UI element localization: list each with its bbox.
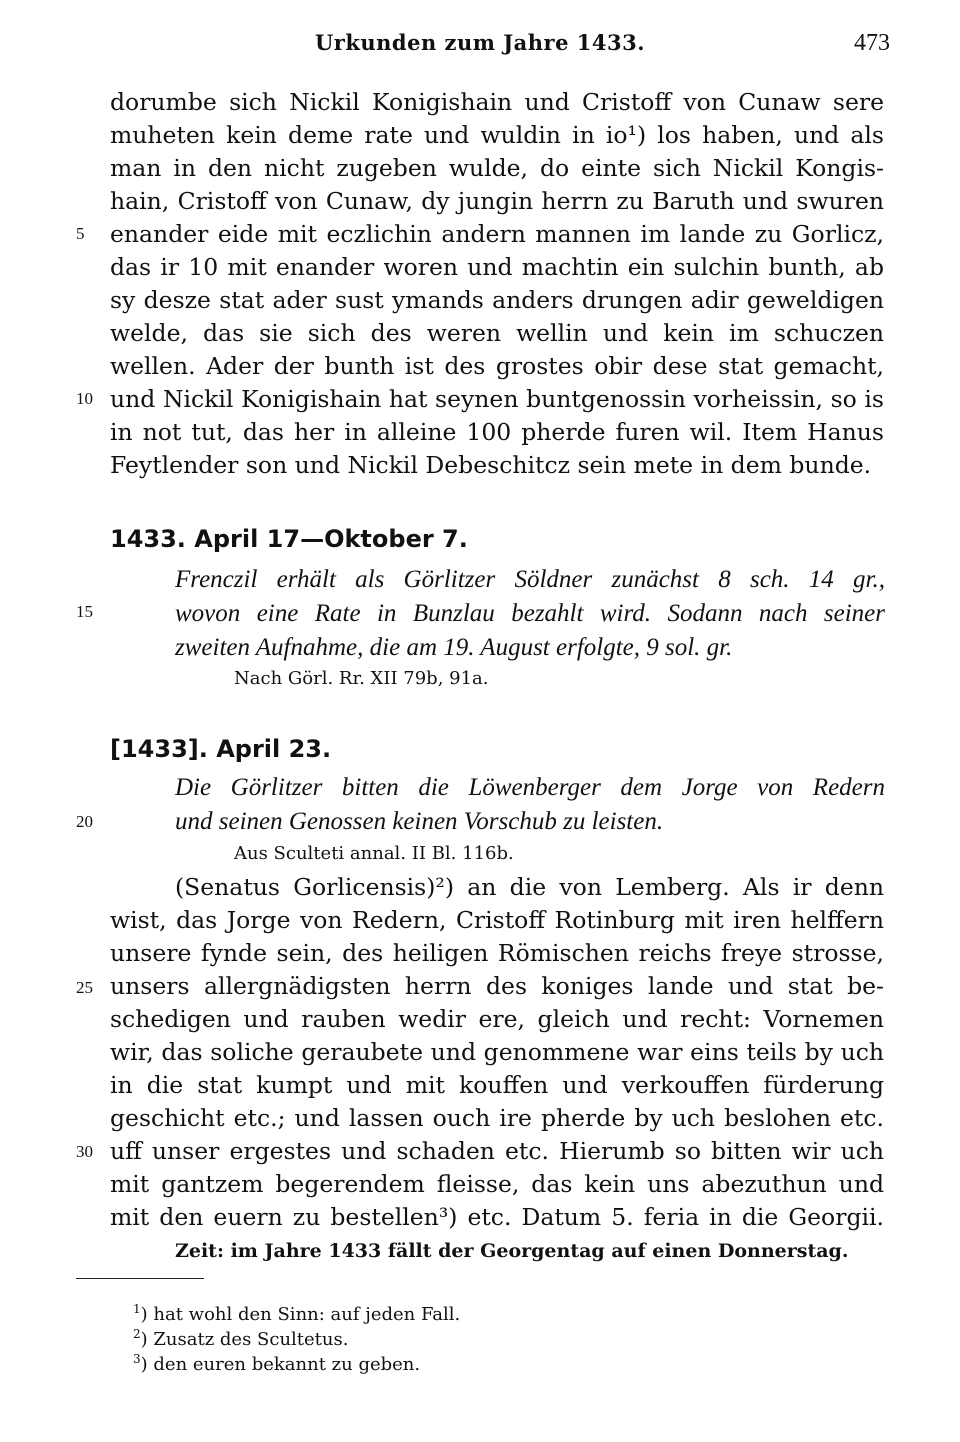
entry-summary-line: Frenczil erhält als Görlitzer Söldner zunächst 8 sch. 14 gr.,	[175, 566, 885, 593]
text-line: enander eide mit eczlichin andern mannen im lande zu Gorlicz,	[110, 220, 884, 248]
text-line: mit den euern zu bestellen³) etc. Datum 5. feria in die Georgii.	[110, 1203, 884, 1231]
date-note: Zeit: im Jahre 1433 fällt der Georgentag auf einen Donnerstag.	[175, 1240, 849, 1262]
text-line: in die stat kumpt und mit kouffen und verkouffen fürderung	[110, 1071, 884, 1099]
footnote-text: Zusatz des Scultetus.	[153, 1329, 349, 1350]
text-line: schedigen und rauben wedir ere, gleich und recht: Vornemen	[110, 1005, 884, 1033]
footnote-mark: 1	[133, 1302, 141, 1316]
text-line: wellen. Ader der bunth ist des grostes obir dese stat gemacht,	[110, 352, 884, 380]
text-line: Feytlender son und Nickil Debeschitcz sein mete in dem bunde.	[110, 451, 872, 479]
text-line: dorumbe sich Nickil Konigishain und Cristoff von Cunaw sere	[110, 88, 884, 116]
footnote-mark: 3	[133, 1352, 141, 1366]
source-citation: Aus Sculteti annal. II Bl. 116b.	[234, 843, 514, 864]
line-number: 25	[76, 978, 93, 997]
text-line: hain, Cristoff von Cunaw, dy jungin herrn zu Baruth und swuren	[110, 187, 884, 215]
text-line: in not tut, das her in alleine 100 pherde furen wil. Item Hanus	[110, 418, 884, 446]
line-number: 30	[76, 1142, 93, 1161]
text-line: wist, das Jorge von Redern, Cristoff Rotinburg mit iren helffern	[110, 906, 884, 934]
text-line: muheten kein deme rate und wuldin in io¹) los haben, und als	[110, 121, 884, 149]
entry-summary-line: Die Görlitzer bitten die Löwenberger dem Jorge von Redern	[175, 774, 885, 801]
entry-heading: [1433]. April 23.	[110, 735, 332, 763]
text-line: welde, das sie sich des weren wellin und kein im schuczen	[110, 319, 884, 347]
text-line: wir, das soliche geraubete und genommene war eins teils by uch	[110, 1038, 884, 1066]
text-line: (Senatus Gorlicensis)²) an die von Lemberg. Als ir denn	[175, 873, 884, 901]
footnote-text: den euren bekannt zu geben.	[153, 1354, 421, 1375]
line-number: 10	[76, 389, 93, 408]
footnote-rule	[76, 1278, 204, 1279]
footnote: $^1$) hat wohl den Sinn: auf jeden Fall.	[133, 1302, 461, 1325]
footnote: $^2$) Zusatz des Scultetus.	[133, 1327, 349, 1350]
text-line: und Nickil Konigishain hat seynen buntgenossin vorheissin, so is	[110, 385, 884, 413]
text-line: unsers allergnädigsten herrn des koniges lande und stat be-	[110, 972, 884, 1000]
footnote-mark: 2	[133, 1327, 141, 1341]
text-line: sy desze stat ader sust ymands anders drungen adir geweldigen	[110, 286, 884, 314]
entry-summary-line: zweiten Aufnahme, die am 19. August erfolgte, 9 sol. gr.	[175, 634, 733, 661]
line-number: 20	[76, 812, 93, 831]
line-number: 15	[76, 602, 93, 621]
text-line: man in den nicht zugeben wulde, do einte sich Nickil Kongis-	[110, 154, 884, 182]
text-line: das ir 10 mit enander woren und machtin ein sulchin bunth, ab	[110, 253, 884, 281]
entry-summary-line: und seinen Genossen keinen Vorschub zu leisten.	[175, 808, 664, 835]
text-line: geschicht etc.; und lassen ouch ire pherde by uch beslohen etc.	[110, 1104, 884, 1132]
source-citation: Nach Görl. Rr. XII 79b, 91a.	[234, 668, 489, 689]
entry-heading: 1433. April 17—Oktober 7.	[110, 525, 468, 553]
text-line: unsere fynde sein, des heiligen Römischen reichs freye strosse,	[110, 939, 884, 967]
line-number: 5	[76, 224, 85, 243]
running-header: Urkunden zum Jahre 1433.	[314, 30, 646, 55]
page-number: 473	[854, 30, 890, 56]
text-line: mit gantzem begerendem fleisse, das kein uns abezuthun und	[110, 1170, 884, 1198]
footnote: $^3$) den euren bekannt zu geben.	[133, 1352, 421, 1375]
text-line: uff unser ergestes und schaden etc. Hierumb so bitten wir uch	[110, 1137, 884, 1165]
entry-summary-line: wovon eine Rate in Bunzlau bezahlt wird. Sodann nach seiner	[175, 600, 885, 627]
footnote-text: hat wohl den Sinn: auf jeden Fall.	[153, 1304, 461, 1325]
